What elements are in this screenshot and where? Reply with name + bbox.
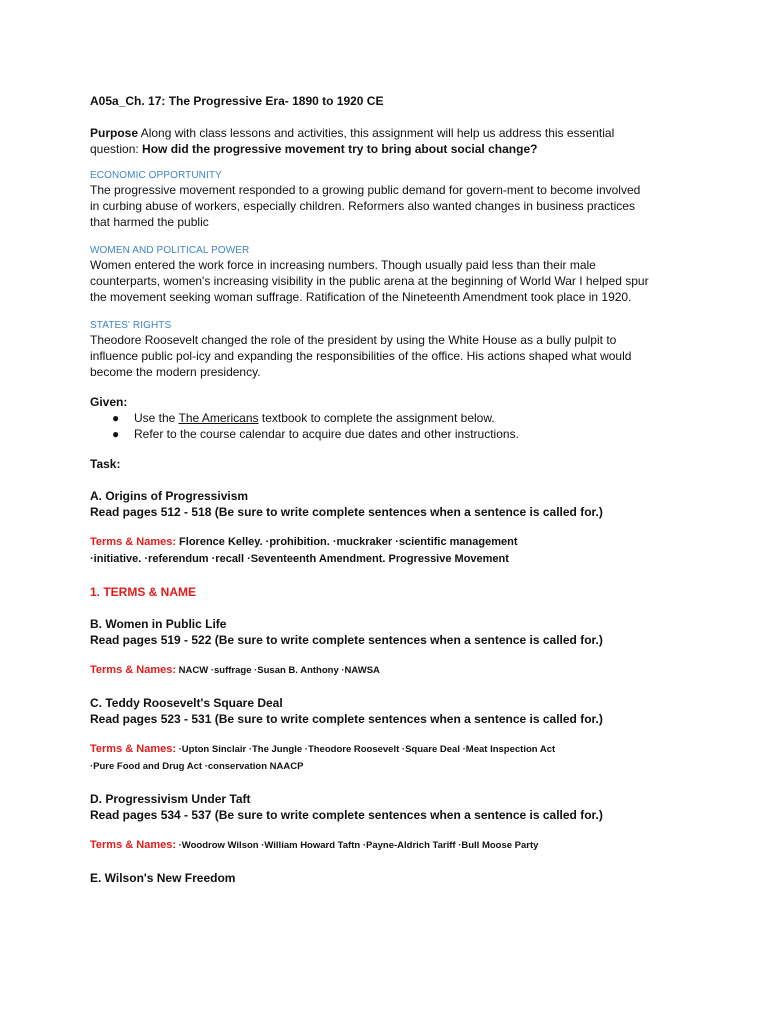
section-women-line-2: counterparts, women's increasing visibility in the public arena at the beginning of World War I helped spur bbox=[90, 274, 649, 288]
document-page bbox=[90, 93, 690, 886]
given-list bbox=[90, 410, 690, 442]
part-d-terms-1: ·Woodrow Wilson ·William Howard Taftn ·Payne-Aldrich Tariff ·Bull Moose Party bbox=[176, 840, 539, 851]
part-b-read: Read pages 519 - 522 (Be sure to write complete sentences when a sentence is called for.) bbox=[90, 633, 603, 647]
terms-name-heading: 1. TERMS & NAME bbox=[90, 585, 197, 599]
section-heading-economic: ECONOMIC OPPORTUNITY bbox=[90, 170, 222, 181]
purpose-text: Along with class lessons and activities, this assignment will help us address this essential bbox=[138, 126, 615, 140]
purpose-text-2: question: bbox=[90, 142, 143, 156]
purpose-line-1 bbox=[90, 125, 690, 141]
part-a-terms-line-2: ·initiative. ·referendum ·recall ·Seventeenth Amendment. Progressive Movement bbox=[90, 553, 509, 565]
section-economic-line-3: that harmed the public bbox=[90, 215, 209, 229]
task-label: Task: bbox=[90, 457, 121, 471]
part-b-heading: B. Women in Public Life bbox=[90, 617, 227, 631]
section-heading-states: STATES' RIGHTS bbox=[90, 320, 172, 331]
part-c-terms-line-1 bbox=[90, 741, 690, 758]
section-women-line-1: Women entered the work force in increasing numbers. Though usually paid less than their male bbox=[90, 258, 596, 272]
terms-names-label: Terms & Names: bbox=[90, 839, 176, 851]
part-c-terms-2: ·Pure Food and Drug Act ·conservation NAACP bbox=[90, 761, 304, 772]
part-a-terms-1: Florence Kelley. ·prohibition. ·muckraker ·scientific management bbox=[176, 536, 518, 548]
part-d-terms-line-1 bbox=[90, 837, 690, 854]
part-e-heading: E. Wilson's New Freedom bbox=[90, 871, 236, 885]
terms-names-label: Terms & Names: bbox=[90, 743, 176, 755]
purpose-label: Purpose bbox=[90, 126, 139, 140]
section-economic-line-2: in curbing abuse of workers, especially children. Reformers also wanted changes in business practices bbox=[90, 199, 635, 213]
section-heading-women: WOMEN AND POLITICAL POWER bbox=[90, 245, 250, 256]
given-label: Given: bbox=[90, 395, 128, 409]
part-c-heading: C. Teddy Roosevelt's Square Deal bbox=[90, 696, 283, 710]
section-economic-line-1: The progressive movement responded to a growing public demand for govern-ment to become involved bbox=[90, 183, 641, 197]
textbook-link[interactable]: The Americans bbox=[178, 411, 259, 425]
given-item-2-text: Refer to the course calendar to acquire due dates and other instructions. bbox=[134, 427, 519, 441]
section-states-line-3: become the modern presidency. bbox=[90, 365, 261, 379]
given-item-1-pre: Use the bbox=[134, 411, 179, 425]
given-item-1 bbox=[112, 410, 690, 426]
given-item-2 bbox=[112, 426, 690, 442]
part-a-heading: A. Origins of Progressivism bbox=[90, 489, 249, 503]
part-b-terms-line-1 bbox=[90, 662, 690, 679]
bullet-icon: ● bbox=[112, 427, 120, 441]
part-c-read: Read pages 523 - 531 (Be sure to write complete sentences when a sentence is called for.) bbox=[90, 712, 603, 726]
terms-names-label: Terms & Names: bbox=[90, 664, 176, 676]
section-women-line-3: the movement seeking woman suffrage. Ratification of the Nineteenth Amendment took place in 1920. bbox=[90, 290, 632, 304]
part-c-terms-1: ·Upton Sinclair ·The Jungle ·Theodore Roosevelt ·Square Deal ·Meat Inspection Act bbox=[176, 744, 556, 755]
part-d-read: Read pages 534 - 537 (Be sure to write complete sentences when a sentence is called for.) bbox=[90, 808, 603, 822]
part-a-terms-line-1 bbox=[90, 534, 690, 551]
terms-names-label: Terms & Names: bbox=[90, 536, 176, 548]
document-title: A05a_Ch. 17: The Progressive Era- 1890 to 1920 CE bbox=[90, 94, 384, 108]
part-c-terms-line-2 bbox=[90, 758, 690, 775]
bullet-icon: ● bbox=[112, 411, 120, 425]
part-d-heading: D. Progressivism Under Taft bbox=[90, 792, 251, 806]
section-states-line-1: Theodore Roosevelt changed the role of the president by using the White House as a bully pulpit to bbox=[90, 333, 617, 347]
purpose-line-2 bbox=[90, 141, 690, 157]
essential-question: How did the progressive movement try to bring about social change? bbox=[142, 142, 538, 156]
given-item-1-post: textbook to complete the assignment below. bbox=[258, 411, 495, 425]
part-b-terms-1: NACW ·suffrage ·Susan B. Anthony ·NAWSA bbox=[176, 665, 380, 676]
part-a-read: Read pages 512 - 518 (Be sure to write complete sentences when a sentence is called for.) bbox=[90, 505, 603, 519]
section-states-line-2: influence public pol-icy and expanding the responsibilities of the office. His actions shaped what would bbox=[90, 349, 632, 363]
